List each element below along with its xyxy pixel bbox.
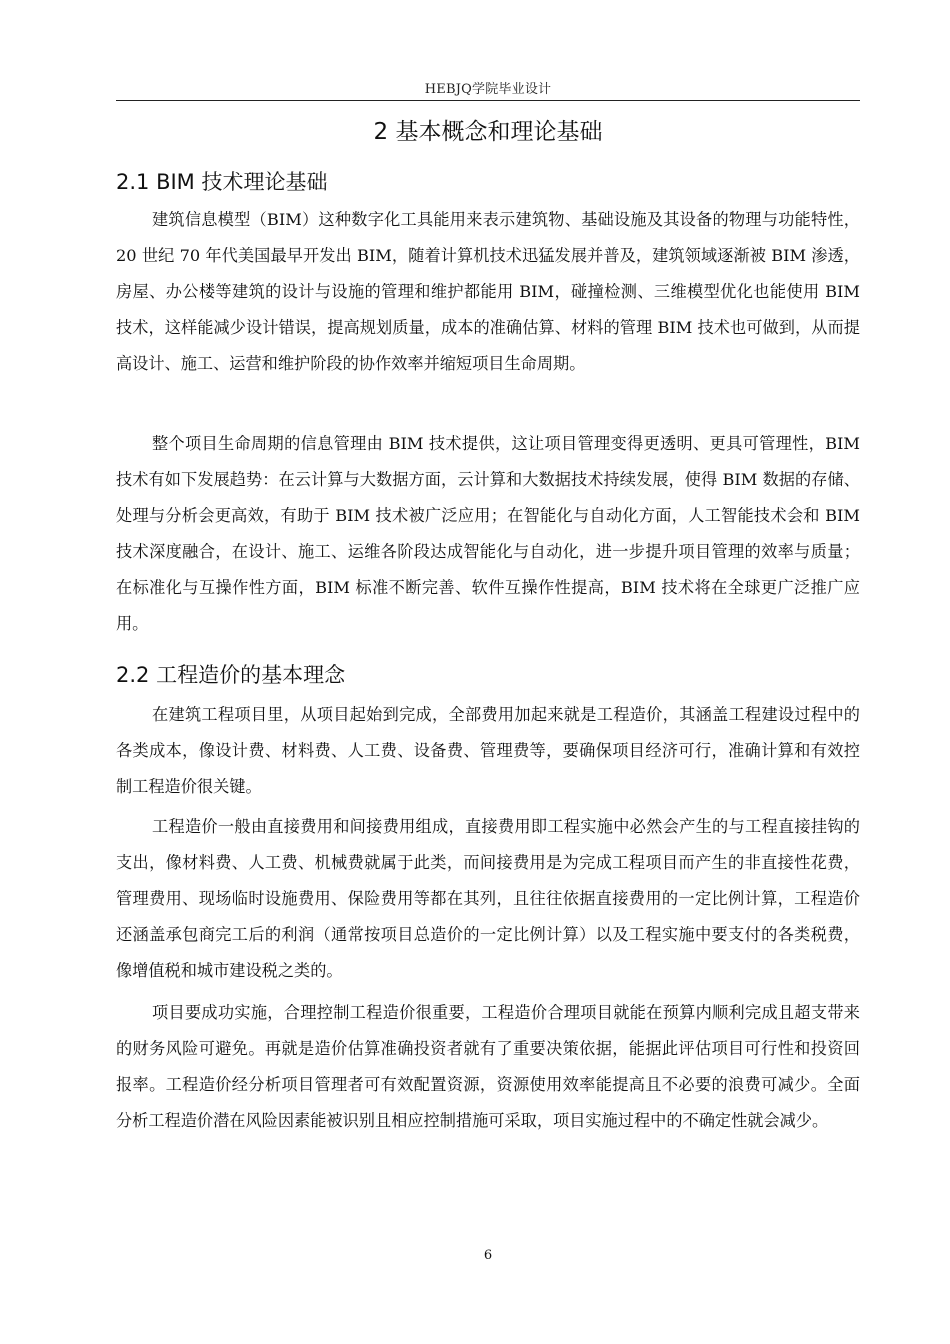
header-divider — [116, 100, 860, 101]
paragraph-cost-control: 项目要成功实施，合理控制工程造价很重要，工程造价合理项目就能在预算内顺利完成且超支带来的财务风险可避免。再就是造价估算准确投资者就有了重要决策依据，能据此评估项目可行性和投资回报率。工程造价经分析项目管理者可有效配置资源，资源使用效率能提高且不必要的浪费可减少。全面分析工程造价潜在风险因素能被识别且相应控制措施可采取，项目实施过程中的不确定性就会减少。 — [116, 1003, 860, 1130]
page-number: 6 — [483, 1248, 493, 1263]
paragraph-cost-composition: 工程造价一般由直接费用和间接费用组成，直接费用即工程实施中必然会产生的与工程直接挂钩的支出，像材料费、人工费、机械费就属于此类，而间接费用是为完成工程项目而产生的非直接性花费，管理费用、现场临时设施费用、保险费用等都在其列，且往往依据直接费用的一定比例计算，工程造价还涵盖承包商完工后的利润（通常按项目总造价的一定比例计算）以及工程实施中要支付的各类税费，像增值税和城市建设税之类的。 — [116, 817, 860, 980]
section-title-2-2: 2.2 工程造价的基本理念 — [116, 663, 346, 687]
chapter-title: 2 基本概念和理论基础 — [373, 119, 603, 145]
paragraph-cost-definition: 在建筑工程项目里，从项目起始到完成，全部费用加起来就是工程造价，其涵盖工程建设过程中的各类成本，像设计费、材料费、人工费、设备费、管理费等，要确保项目经济可行，准确计算和有效控制工程造价很关键。 — [116, 705, 860, 796]
section-title-2-1: 2.1 BIM 技术理论基础 — [116, 170, 328, 194]
paragraph-bim-definition: 建筑信息模型（BIM）这种数字化工具能用来表示建筑物、基础设施及其设备的物理与功能特性，20 世纪 70 年代美国最早开发出 BIM，随着计算机技术迅猛发展并普及，建筑领域逐渐被 BIM 渗透，房屋、办公楼等建筑的设计与设施的管理和维护都能用 BIM，碰撞检测、三维模型优化也能使用 BIM 技术，这样能减少设计错误，提高规划质量，成本的准确估算、材料的管理 BIM 技术也可做到，从而提高设计、施工、运营和维护阶段的协作效率并缩短项目生命周期。 — [116, 210, 860, 373]
paragraph-bim-trends: 整个项目生命周期的信息管理由 BIM 技术提供，这让项目管理变得更透明、更具可管理性，BIM 技术有如下发展趋势：在云计算与大数据方面，云计算和大数据技术持续发展，使得 BIM 数据的存储、处理与分析会更高效，有助于 BIM 技术被广泛应用；在智能化与自动化方面，人工智能技术会和 BIM 技术深度融合，在设计、施工、运维各阶段达成智能化与自动化，进一步提升项目管理的效率与质量；在标准化与互操作性方面，BIM 标准不断完善、软件互操作性提高，BIM 技术将在全球更广泛推广应用。 — [116, 434, 860, 633]
page-header: HEBJQ学院毕业设计 — [424, 82, 552, 97]
